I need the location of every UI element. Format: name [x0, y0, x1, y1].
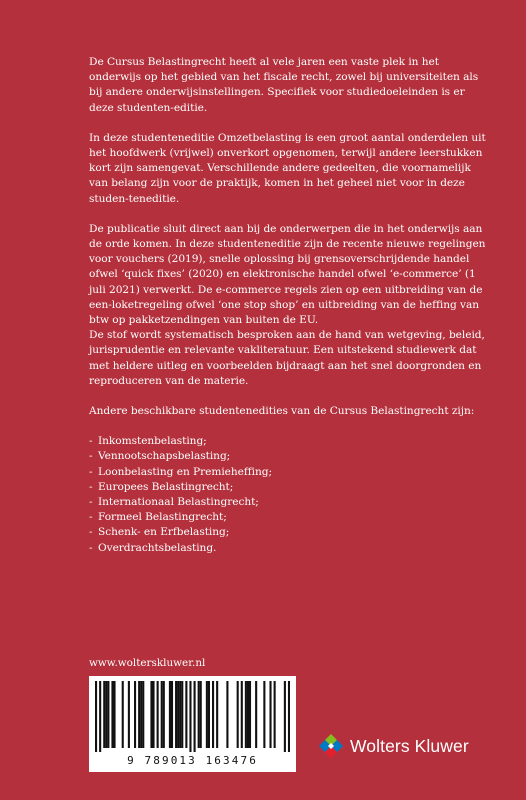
website-url: www.wolterskluwer.nl	[89, 657, 206, 669]
barcode-bar	[138, 681, 140, 748]
barcode-bar	[128, 681, 130, 748]
barcode	[89, 676, 296, 772]
barcode-bar	[179, 681, 181, 748]
barcode-bar	[95, 681, 97, 752]
barcode-bar	[152, 681, 154, 748]
list-item: - Schenk- en Erfbelasting;	[89, 525, 487, 540]
barcode-bar	[237, 681, 239, 748]
barcode-bars	[95, 681, 290, 752]
barcode-bar	[245, 681, 247, 748]
publisher-logo	[318, 731, 469, 761]
list-item: - Internationaal Belastingrecht;	[89, 495, 487, 510]
paragraph-intro: De Cursus Belastingrecht heeft al vele jaren een vaste plek in het onderwijs op het gebied van het fiscale recht, zowel bij universiteiten als bij andere onderwijsinstellingen. Specifiek voor studiedoeleinden is er deze studenten-editie.	[89, 56, 479, 114]
list-item: - Overdrachtsbelasting.	[89, 541, 487, 556]
publisher-name: Wolters Kluwer	[350, 735, 469, 756]
barcode-bar	[274, 681, 276, 748]
barcode-bar	[226, 681, 228, 748]
barcode-bar	[189, 681, 191, 752]
list-item: - Formeel Belastingrecht;	[89, 510, 487, 525]
paragraph-edition: In deze studenteneditie Omzetbelasting is een groot aantal onderdelen uit het hoofdwerk (vrijwel) onverkort opgenomen, terwijl andere leerstukken kort zijn samengevat. Verschillende andere gedeelten, die voornamelijk van belang zijn voor de praktijk, komen in het geheel niet voor in deze studen-teneditie.	[89, 131, 486, 205]
barcode-bar	[208, 681, 210, 748]
barcode-bar	[249, 681, 251, 748]
wolters-kluwer-logo-icon	[318, 733, 344, 759]
paragraph-other-editions: Andere beschikbare studentenedities van de Cursus Belastingrecht zijn:	[89, 405, 475, 418]
barcode-bar	[113, 681, 115, 748]
list-item: - Loonbelasting en Premieheffing;	[89, 465, 487, 480]
barcode-bar	[206, 681, 208, 748]
barcode-bar	[200, 681, 202, 748]
barcode-bar	[150, 681, 152, 748]
barcode-bar	[284, 681, 286, 752]
barcode-bar	[198, 681, 200, 748]
list-item: - Inkomstenbelasting;	[89, 434, 487, 449]
barcode-bar	[99, 681, 101, 752]
barcode-bar	[122, 681, 124, 748]
other-editions-list	[89, 434, 487, 556]
barcode-bar	[263, 681, 265, 748]
paragraph-publication: De publicatie sluit direct aan bij de onderwerpen die in het onderwijs aan de orde komen. In deze studenteneditie zijn de recente nieuwe regelingen voor vouchers (2019), snelle oplossing bij grensoverschrijdende handel ofwel ‘quick fixes’ (2020) en elektronische handel ofwel ‘e-commerce’ (1 juli 2021) verwerkt. De e-commerce regels zien op een uitbreiding van de een-loketregeling ofwel ‘one stop shop’ en uitbreiding van de heffing van btw op pakketzendingen van buiten de EU.	[89, 222, 486, 327]
barcode-bar	[269, 681, 271, 748]
list-item: - Europees Belastingrecht;	[89, 480, 487, 495]
barcode-bar	[171, 681, 173, 748]
barcode-bar	[169, 681, 171, 748]
barcode-bar	[241, 681, 243, 748]
barcode-bar	[134, 681, 136, 748]
barcode-bar	[194, 681, 196, 752]
back-cover-text	[89, 55, 487, 556]
barcode-bar	[212, 681, 214, 748]
list-item: - Vennootschapsbelasting;	[89, 449, 487, 464]
barcode-bar	[177, 681, 179, 748]
barcode-bar	[163, 681, 165, 748]
barcode-bar	[216, 681, 218, 748]
barcode-bar	[255, 681, 257, 748]
barcode-bar	[105, 681, 107, 748]
barcode-number: 9 789013 163476	[127, 754, 258, 767]
barcode-bar	[111, 681, 113, 748]
barcode-bar	[142, 681, 144, 748]
barcode-bar	[157, 681, 159, 748]
barcode-bar	[247, 681, 249, 748]
barcode-bar	[181, 681, 183, 748]
barcode-bar	[185, 681, 187, 748]
barcode-bar	[288, 681, 290, 752]
barcode-bar	[107, 681, 109, 748]
barcode-bar	[103, 681, 105, 748]
barcode-bar	[175, 681, 177, 748]
barcode-bar	[161, 681, 163, 748]
barcode-bar	[140, 681, 142, 748]
paragraph-method: De stof wordt systematisch besproken aan de hand van wetgeving, beleid, jurisprudentie en relevante vakliteratuur. Een uitstekend studiewerk dat met heldere uitleg en voorbeelden bijdraagt aan het snel doorgronden en reproduceren van de materie.	[89, 329, 485, 387]
